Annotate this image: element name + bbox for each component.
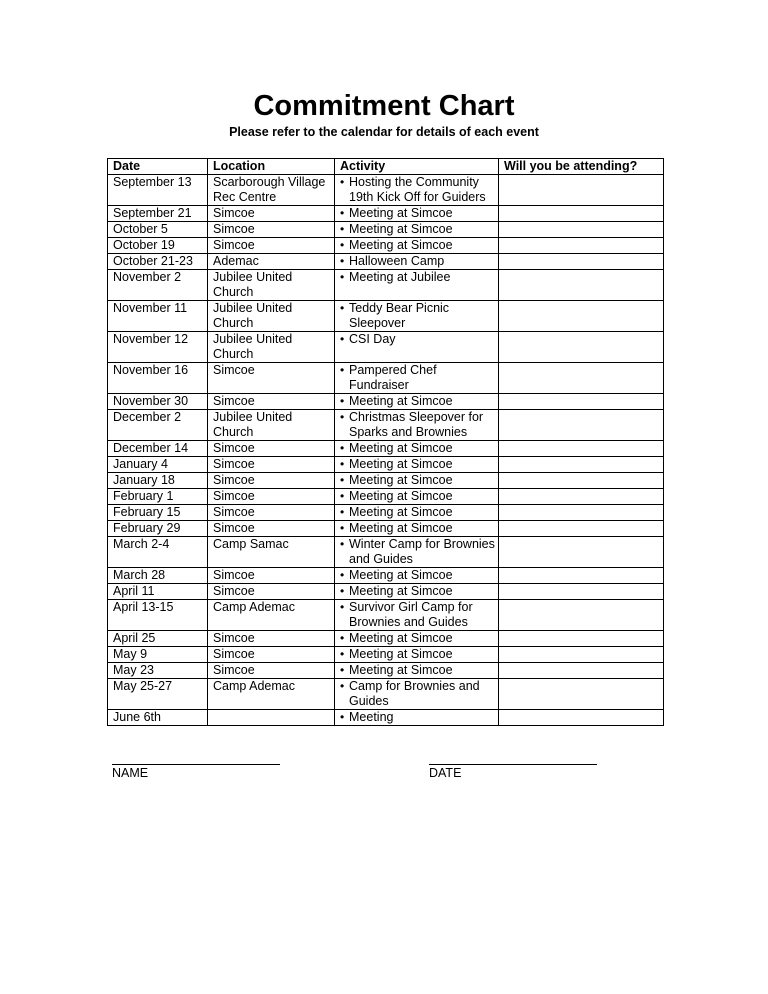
location-cell: Simcoe <box>208 206 335 222</box>
activity-cell <box>335 473 499 489</box>
location-cell: Simcoe <box>208 363 335 394</box>
activity-text: Meeting at Simcoe <box>349 441 453 455</box>
bullet-icon: • <box>340 206 345 220</box>
activity-cell <box>335 441 499 457</box>
location-cell: Simcoe <box>208 505 335 521</box>
activity-cell <box>335 584 499 600</box>
column-header-location: Location <box>208 159 335 175</box>
table-row <box>108 394 664 410</box>
bullet-icon: • <box>340 270 345 284</box>
bullet-icon: • <box>340 489 345 503</box>
attending-cell[interactable] <box>499 537 664 568</box>
activity-cell <box>335 332 499 363</box>
activity-cell <box>335 489 499 505</box>
attending-cell[interactable] <box>499 568 664 584</box>
commitment-table <box>107 158 664 726</box>
location-cell <box>208 710 335 726</box>
location-cell: Simcoe <box>208 489 335 505</box>
activity-cell <box>335 254 499 270</box>
location-cell: Jubilee United Church <box>208 332 335 363</box>
date-cell: April 25 <box>108 631 208 647</box>
date-cell: March 2-4 <box>108 537 208 568</box>
bullet-icon: • <box>340 254 345 268</box>
attending-cell[interactable] <box>499 631 664 647</box>
attending-cell[interactable] <box>499 270 664 301</box>
table-row <box>108 600 664 631</box>
location-cell: Simcoe <box>208 568 335 584</box>
activity-text: Meeting at Simcoe <box>349 505 453 519</box>
date-cell: October 19 <box>108 238 208 254</box>
activity-cell <box>335 175 499 206</box>
activity-cell <box>335 270 499 301</box>
bullet-icon: • <box>340 631 345 645</box>
activity-cell <box>335 537 499 568</box>
attending-cell[interactable] <box>499 584 664 600</box>
activity-text: Meeting at Simcoe <box>349 206 453 220</box>
table-row <box>108 363 664 394</box>
table-row <box>108 710 664 726</box>
activity-cell <box>335 238 499 254</box>
bullet-icon: • <box>340 363 345 377</box>
column-header-date: Date <box>108 159 208 175</box>
table-row <box>108 410 664 441</box>
activity-text: Pampered Chef Fundraiser <box>349 363 437 392</box>
header-row <box>108 159 664 175</box>
date-cell: June 6th <box>108 710 208 726</box>
date-cell: September 13 <box>108 175 208 206</box>
table-row <box>108 457 664 473</box>
activity-cell <box>335 600 499 631</box>
date-cell: November 2 <box>108 270 208 301</box>
attending-cell[interactable] <box>499 647 664 663</box>
activity-text: Meeting at Simcoe <box>349 222 453 236</box>
table-row <box>108 521 664 537</box>
bullet-icon: • <box>340 663 345 677</box>
activity-cell <box>335 206 499 222</box>
table-row <box>108 254 664 270</box>
attending-cell[interactable] <box>499 441 664 457</box>
bullet-icon: • <box>340 505 345 519</box>
attending-cell[interactable] <box>499 222 664 238</box>
activity-text: Christmas Sleepover for Sparks and Brownies <box>349 410 484 439</box>
bullet-icon: • <box>340 473 345 487</box>
date-cell: December 2 <box>108 410 208 441</box>
attending-cell[interactable] <box>499 710 664 726</box>
table-row <box>108 441 664 457</box>
bullet-icon: • <box>340 568 345 582</box>
attending-cell[interactable] <box>499 489 664 505</box>
location-cell: Jubilee United Church <box>208 270 335 301</box>
activity-cell <box>335 363 499 394</box>
activity-text: Teddy Bear Picnic Sleepover <box>349 301 450 330</box>
date-cell: April 13-15 <box>108 600 208 631</box>
location-cell: Simcoe <box>208 457 335 473</box>
attending-cell[interactable] <box>499 206 664 222</box>
location-cell: Camp Ademac <box>208 600 335 631</box>
attending-cell[interactable] <box>499 410 664 441</box>
attending-cell[interactable] <box>499 600 664 631</box>
activity-text: Meeting at Simcoe <box>349 631 453 645</box>
attending-cell[interactable] <box>499 663 664 679</box>
activity-text: Hosting the Community 19th Kick Off for Guiders <box>349 175 486 204</box>
activity-cell <box>335 222 499 238</box>
bullet-icon: • <box>340 394 345 408</box>
activity-text: Meeting at Simcoe <box>349 568 453 582</box>
date-cell: May 23 <box>108 663 208 679</box>
activity-text: Survivor Girl Camp for Brownies and Guides <box>349 600 473 629</box>
table-row <box>108 647 664 663</box>
attending-cell[interactable] <box>499 521 664 537</box>
activity-cell <box>335 457 499 473</box>
location-cell: Simcoe <box>208 394 335 410</box>
activity-cell <box>335 679 499 710</box>
bullet-icon: • <box>340 457 345 471</box>
attending-cell[interactable] <box>499 394 664 410</box>
bullet-icon: • <box>340 332 345 346</box>
location-cell: Scarborough Village Rec Centre <box>208 175 335 206</box>
table-row <box>108 679 664 710</box>
activity-text: Meeting at Simcoe <box>349 663 453 677</box>
activity-cell <box>335 505 499 521</box>
table-row <box>108 489 664 505</box>
name-signature <box>112 753 280 780</box>
table-row <box>108 584 664 600</box>
activity-text: Meeting at Simcoe <box>349 473 453 487</box>
attending-cell[interactable] <box>499 505 664 521</box>
page-title: Commitment Chart <box>253 90 515 122</box>
activity-text: Meeting at Simcoe <box>349 457 453 471</box>
table-row <box>108 206 664 222</box>
attending-cell[interactable] <box>499 254 664 270</box>
location-cell: Ademac <box>208 254 335 270</box>
date-cell: October 21-23 <box>108 254 208 270</box>
attending-cell[interactable] <box>499 473 664 489</box>
location-cell: Jubilee United Church <box>208 410 335 441</box>
activity-text: Meeting at Jubilee <box>349 270 451 284</box>
activity-text: Winter Camp for Brownies and Guides <box>349 537 495 566</box>
date-signature <box>429 753 597 780</box>
bullet-icon: • <box>340 222 345 236</box>
attending-cell[interactable] <box>499 457 664 473</box>
table-row <box>108 663 664 679</box>
activity-text: Meeting at Simcoe <box>349 489 453 503</box>
bullet-icon: • <box>340 175 345 189</box>
date-cell: March 28 <box>108 568 208 584</box>
activity-cell <box>335 410 499 441</box>
location-cell: Simcoe <box>208 631 335 647</box>
attending-cell[interactable] <box>499 301 664 332</box>
bullet-icon: • <box>340 584 345 598</box>
date-cell: December 14 <box>108 441 208 457</box>
table-row <box>108 270 664 301</box>
activity-text: Meeting at Simcoe <box>349 521 453 535</box>
date-cell: November 16 <box>108 363 208 394</box>
activity-text: Meeting at Simcoe <box>349 647 453 661</box>
date-cell: January 4 <box>108 457 208 473</box>
page-subtitle: Please refer to the calendar for details of each event <box>229 125 539 139</box>
attending-cell[interactable] <box>499 175 664 206</box>
date-cell: November 11 <box>108 301 208 332</box>
activity-text: Meeting at Simcoe <box>349 584 453 598</box>
location-cell: Simcoe <box>208 521 335 537</box>
location-cell: Simcoe <box>208 647 335 663</box>
attending-cell[interactable] <box>499 363 664 394</box>
bullet-icon: • <box>340 710 345 724</box>
table-row <box>108 631 664 647</box>
date-label: DATE <box>429 766 462 780</box>
date-cell: January 18 <box>108 473 208 489</box>
date-cell: April 11 <box>108 584 208 600</box>
attending-cell[interactable] <box>499 332 664 363</box>
location-cell: Simcoe <box>208 663 335 679</box>
activity-cell <box>335 647 499 663</box>
bullet-icon: • <box>340 238 345 252</box>
date-cell: February 1 <box>108 489 208 505</box>
activity-cell <box>335 394 499 410</box>
table-row <box>108 238 664 254</box>
activity-text: Camp for Brownies and Guides <box>349 679 480 708</box>
activity-text: Meeting <box>349 710 394 724</box>
table-row <box>108 537 664 568</box>
column-header-attending: Will you be attending? <box>499 159 664 175</box>
table-row <box>108 175 664 206</box>
bullet-icon: • <box>340 521 345 535</box>
table-row <box>108 505 664 521</box>
location-cell: Simcoe <box>208 238 335 254</box>
activity-text: Meeting at Simcoe <box>349 394 453 408</box>
date-line[interactable] <box>429 753 597 765</box>
date-cell: November 30 <box>108 394 208 410</box>
table-row <box>108 301 664 332</box>
date-cell: February 15 <box>108 505 208 521</box>
activity-cell <box>335 710 499 726</box>
activity-text: Meeting at Simcoe <box>349 238 453 252</box>
activity-cell <box>335 521 499 537</box>
activity-cell <box>335 631 499 647</box>
location-cell: Camp Samac <box>208 537 335 568</box>
location-cell: Jubilee United Church <box>208 301 335 332</box>
location-cell: Simcoe <box>208 473 335 489</box>
activity-cell <box>335 301 499 332</box>
bullet-icon: • <box>340 647 345 661</box>
attending-cell[interactable] <box>499 238 664 254</box>
activity-cell <box>335 663 499 679</box>
bullet-icon: • <box>340 441 345 455</box>
bullet-icon: • <box>340 537 345 551</box>
date-cell: May 9 <box>108 647 208 663</box>
name-label: NAME <box>112 766 149 780</box>
location-cell: Camp Ademac <box>208 679 335 710</box>
date-cell: October 5 <box>108 222 208 238</box>
name-line[interactable] <box>112 753 280 765</box>
activity-text: Halloween Camp <box>349 254 445 268</box>
date-cell: September 21 <box>108 206 208 222</box>
date-cell: May 25-27 <box>108 679 208 710</box>
table-row <box>108 222 664 238</box>
table-row <box>108 332 664 363</box>
location-cell: Simcoe <box>208 584 335 600</box>
activity-text: CSI Day <box>349 332 396 346</box>
attending-cell[interactable] <box>499 679 664 710</box>
bullet-icon: • <box>340 410 345 424</box>
bullet-icon: • <box>340 679 345 693</box>
bullet-icon: • <box>340 600 345 614</box>
bullet-icon: • <box>340 301 345 315</box>
activity-cell <box>335 568 499 584</box>
date-cell: February 29 <box>108 521 208 537</box>
table-row <box>108 473 664 489</box>
table-row <box>108 568 664 584</box>
location-cell: Simcoe <box>208 222 335 238</box>
column-header-activity: Activity <box>335 159 499 175</box>
date-cell: November 12 <box>108 332 208 363</box>
location-cell: Simcoe <box>208 441 335 457</box>
